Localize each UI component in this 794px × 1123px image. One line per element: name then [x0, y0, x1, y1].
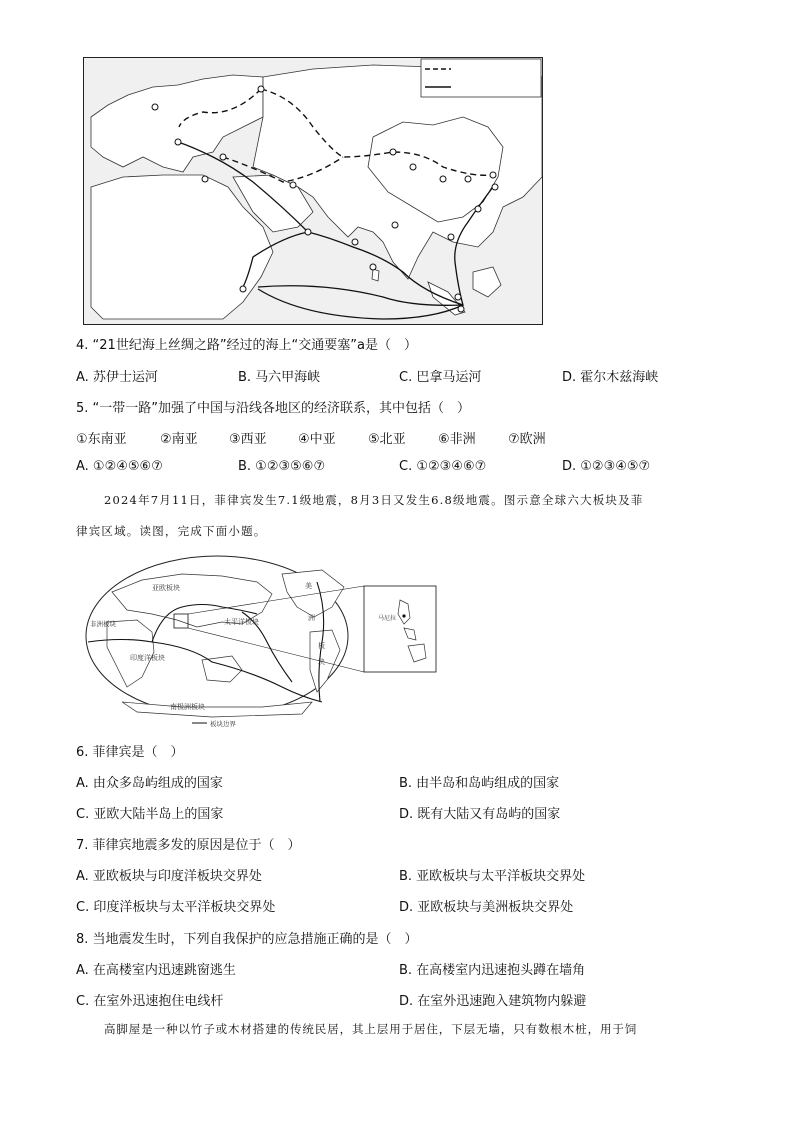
intro-paragraph-2-line-1: 高脚屋是一种以竹子或木材搭建的传统民居，其上层用于居住，下层无墙，只有数根木桩，用于饲: [104, 1022, 638, 1036]
q8-option-b[interactable]: B. 在高楼室内迅速抱头蹲在墙角: [399, 963, 586, 978]
q4-option-d[interactable]: D. 霍尔木兹海峡: [562, 370, 659, 385]
intro-paragraph-line-1: 2024年7月11日，菲律宾发生7.1级地震，8月3日又发生6.8级地震。图示意全球六大板块及菲: [104, 493, 644, 507]
q4-option-b[interactable]: B. 马六甲海峡: [238, 370, 321, 385]
silk-road-map: [83, 57, 543, 325]
plate-map-legend: 板块边界: [210, 720, 236, 728]
q5-region: ①东南亚: [76, 432, 127, 447]
q8-option-a[interactable]: A. 在高楼室内迅速跳窗逃生: [76, 963, 236, 978]
q7-option-a[interactable]: A. 亚欧板块与印度洋板块交界处: [76, 869, 262, 884]
plate-label: 板: [318, 642, 325, 650]
q5-region: ③西亚: [229, 432, 267, 447]
question-8-stem: 8. 当地震发生时，下列自我保护的应急措施正确的是（ ）: [76, 932, 418, 947]
q6-option-b[interactable]: B. 由半岛和岛屿组成的国家: [399, 776, 560, 791]
q4-option-c[interactable]: C. 巴拿马运河: [399, 370, 482, 385]
plate-label: 南极洲板块: [170, 703, 205, 711]
land-south-america: [310, 630, 340, 692]
question-4-stem: 4. “21世纪海上丝绸之路”经过的海上“交通要塞”a是（ ）: [76, 338, 417, 353]
q5-option-a[interactable]: A. ①②④⑤⑥⑦: [76, 459, 163, 474]
q5-region: ⑦欧洲: [508, 432, 546, 447]
plate-label: 非洲板块: [90, 620, 116, 628]
question-5-stem: 5. “一带一路”加强了中国与沿线各地区的经济联系，其中包括（ ）: [76, 401, 471, 416]
q8-option-c[interactable]: C. 在室外迅速抱住电线杆: [76, 994, 224, 1009]
q6-option-c[interactable]: C. 亚欧大陆半岛上的国家: [76, 807, 224, 822]
plate-label: 太平洋板块: [224, 618, 259, 626]
q8-option-d[interactable]: D. 在室外迅速跑入建筑物内躲避: [399, 994, 587, 1009]
plate-tectonics-map: [82, 552, 440, 730]
question-6-stem: 6. 菲律宾是（ ）: [76, 745, 184, 760]
plate-label: 块: [318, 658, 325, 666]
q5-option-c[interactable]: C. ①②③④⑥⑦: [399, 459, 487, 474]
inset-city-label: 马尼拉: [378, 615, 397, 622]
intro-paragraph-line-2: 律宾区域。读图，完成下面小题。: [76, 524, 267, 538]
land-srilanka: [372, 269, 379, 281]
plate-label: 美: [305, 582, 312, 590]
q5-region: ④中亚: [298, 432, 336, 447]
plate-label: 印度洋板块: [130, 654, 165, 662]
q5-option-d[interactable]: D. ①②③④⑤⑦: [562, 459, 651, 474]
q5-region: ⑥非洲: [438, 432, 476, 447]
question-7-stem: 7. 菲律宾地震多发的原因是位于（ ）: [76, 838, 301, 853]
plate-label: 洲: [308, 614, 315, 622]
q5-region: ②南亚: [160, 432, 198, 447]
q7-option-b[interactable]: B. 亚欧板块与太平洋板块交界处: [399, 869, 586, 884]
q5-option-b[interactable]: B. ①②③⑤⑥⑦: [238, 459, 326, 474]
q6-option-a[interactable]: A. 由众多岛屿组成的国家: [76, 776, 223, 791]
q4-option-a[interactable]: A. 苏伊士运河: [76, 370, 158, 385]
q5-region: ⑤北亚: [368, 432, 406, 447]
q7-option-d[interactable]: D. 亚欧板块与美洲板块交界处: [399, 900, 574, 915]
q7-option-c[interactable]: C. 印度洋板块与太平洋板块交界处: [76, 900, 276, 915]
q6-option-d[interactable]: D. 既有大陆又有岛屿的国家: [399, 807, 561, 822]
plate-label: 亚欧板块: [152, 584, 180, 592]
